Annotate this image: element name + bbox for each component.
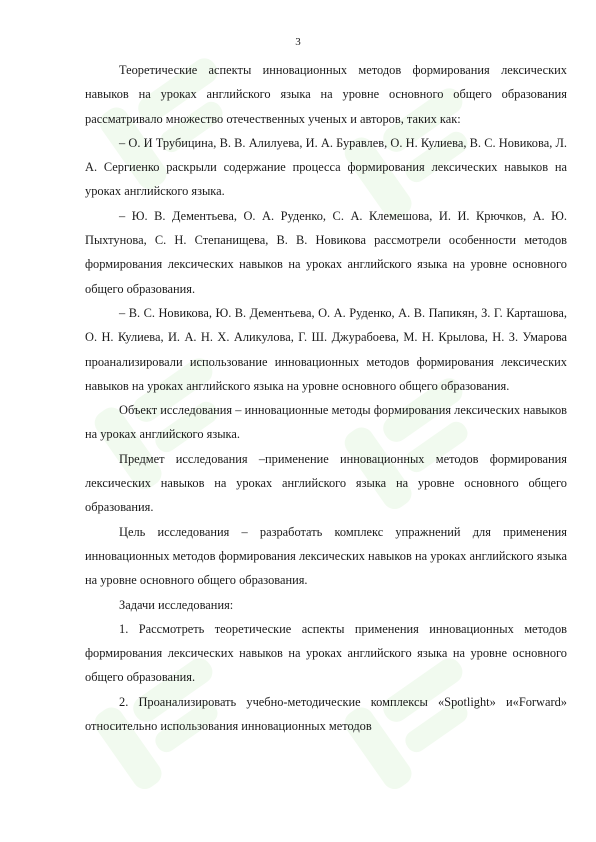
document-body (85, 58, 567, 738)
page-number: 3 (295, 36, 301, 48)
paragraph-authors-2: – Ю. В. Дементьева, О. А. Руденко, С. А. Клемешова, И. И. Крючков, А. Ю. Пыхтунова, С. Н. Степанищева, В. В. Новикова рассмотрели особенности методов формирования лексических навыков на уроках английского языка на уровне основного общего образования. (85, 208, 567, 296)
paragraph-goal: Цель исследования – разработать комплекс упражнений для применения инновационных методов формирования лексических навыков на уроках английского языка на уровне основного общего образования. (85, 524, 567, 588)
paragraph-tasks-heading: Задачи исследования: (119, 597, 234, 612)
paragraph-task-2: 2. Проанализировать учебно-методические комплексы «Spotlight» и«Forward» относительно использования инновационных методов (85, 694, 567, 734)
paragraph-object: Объект исследования – инновационные методы формирования лексических навыков на уроках английского языка. (85, 403, 567, 442)
paragraph-subject: Предмет исследования –применение инновационных методов формирования лексических навыков на уроках английского языка на уровне основного общего образования. (85, 451, 567, 515)
paragraph-task-1: 1. Рассмотреть теоретические аспекты применения инновационных методов формирования лексических навыков на уроках английского языка на уровне основного общего образования. (85, 621, 567, 685)
paragraph-authors-1: – О. И Трубицина, В. В. Алилуева, И. А. Буравлев, О. Н. Кулиева, В. С. Новикова, Л. А. Сергиенко раскрыли содержание процесса формирования лексических навыков на уроках английского языка. (85, 135, 567, 199)
paragraph-intro: Теоретические аспекты инновационных методов формирования лексических навыков на уроках английского языка на уровне основного общего образования рассматривало множество отечественных ученых и авторов, таких как: (85, 63, 567, 126)
paragraph-authors-3: – В. С. Новикова, Ю. В. Дементьева, О. А. Руденко, А. В. Папикян, З. Г. Карташова, О. Н. Кулиева, И. А. Н. Х. Аликулова, Г. Ш. Джурабоева, М. Н. Крылова, Н. З. Умарова проанализировали использование инновационных методов формирования лексических навыков на уроках английского языка на уровне основного общего образования. (85, 305, 567, 393)
